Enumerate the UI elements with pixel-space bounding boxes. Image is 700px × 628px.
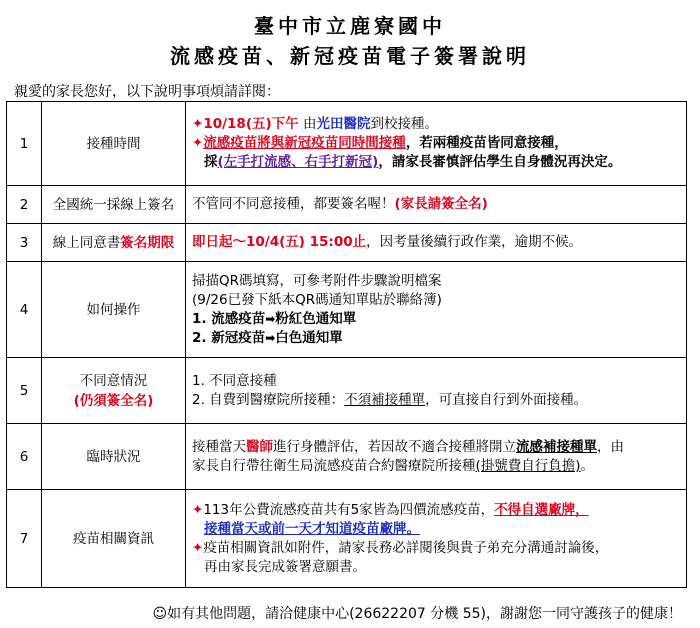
table-row — [7, 224, 687, 262]
info-table — [6, 101, 687, 588]
row-desc: 接種當天醫師進行身體評估，若因故不適合接種將開立流感補接種單，由 家長自行帶往衛生局流感疫苗合約醫療院所接種(掛號費自行負擔)。 — [186, 424, 687, 490]
row-desc: 掃描QR碼填寫，可參考附件步驟說明檔案 (9/26已發下紙本QR碼通知單貼於聯絡簿) 1. 流感疫苗➡粉紅色通知單 2. 新冠疫苗➡白色通知單 — [186, 262, 687, 358]
row-number: 5 — [7, 358, 42, 424]
row-desc: 1. 不同意接種 2. 自費到醫療院所接種：不須補接種單，可直接自行到外面接種。 — [186, 358, 687, 424]
row-number: 2 — [7, 186, 42, 224]
star-icon: ✦ — [192, 539, 204, 556]
page-subtitle: 流感疫苗、新冠疫苗電子簽署說明 — [170, 44, 530, 68]
row-item: 如何操作 — [42, 262, 186, 358]
arrow-right-icon: ➡ — [265, 330, 276, 345]
row-desc: 即日起～10/4(五) 15:00止，因考量後續行政作業，逾期不候。 — [186, 224, 687, 262]
row-number: 6 — [7, 424, 42, 490]
smiley-icon: ☺ — [152, 606, 168, 622]
table-row — [7, 102, 687, 186]
row-number: 3 — [7, 224, 42, 262]
row-number: 1 — [7, 102, 42, 186]
row-number: 7 — [7, 490, 42, 588]
table-row — [7, 490, 687, 588]
row-item: 不同意情況 (仍須簽全名) — [42, 358, 186, 424]
page-title: 臺中市立鹿寮國中 — [254, 14, 446, 38]
star-icon: ✦ — [192, 501, 204, 518]
table-row — [7, 424, 687, 490]
table-row — [7, 186, 687, 224]
greeting: 親愛的家長您好，以下說明事項煩請詳閱： — [14, 84, 280, 100]
row-item: 臨時狀況 — [42, 424, 186, 490]
arrow-right-icon: ➡ — [265, 311, 276, 326]
row-item: 線上同意書簽名期限 — [42, 224, 186, 262]
row-desc: ✦10/18(五)下午 由光田醫院到校接種。 ✦流感疫苗將與新冠疫苗同時間接種，若兩種疫苗皆同意接種， 採(左手打流感、右手打新冠)，請家長審慎評估學生自身體況再決定。 — [186, 102, 687, 186]
table-row — [7, 358, 687, 424]
row-item: 全國統一採線上簽名 — [42, 186, 186, 224]
star-icon: ✦ — [192, 135, 204, 151]
footer-note: ☺如有其他問題，請洽健康中心(26622207 分機 55)，謝謝您一同守護孩子的健康！ — [152, 606, 682, 622]
row-item: 疫苗相關資訊 — [42, 490, 186, 588]
row-number: 4 — [7, 262, 42, 358]
row-item: 接種時間 — [42, 102, 186, 186]
star-icon: ✦ — [192, 116, 204, 132]
row-desc: 不管同不同意接種，都要簽名喔！(家長請簽全名) — [186, 186, 687, 224]
table-row — [7, 262, 687, 358]
row-desc: ✦113年公費流感疫苗共有5家皆為四價流感疫苗，不得自選廠牌， 接種當天或前一天才知道疫苗廠牌。 ✦疫苗相關資訊如附件，請家長務必詳閱後與貴子弟充分溝通討論後， 再由家長完成簽署意願書。 — [186, 490, 687, 588]
